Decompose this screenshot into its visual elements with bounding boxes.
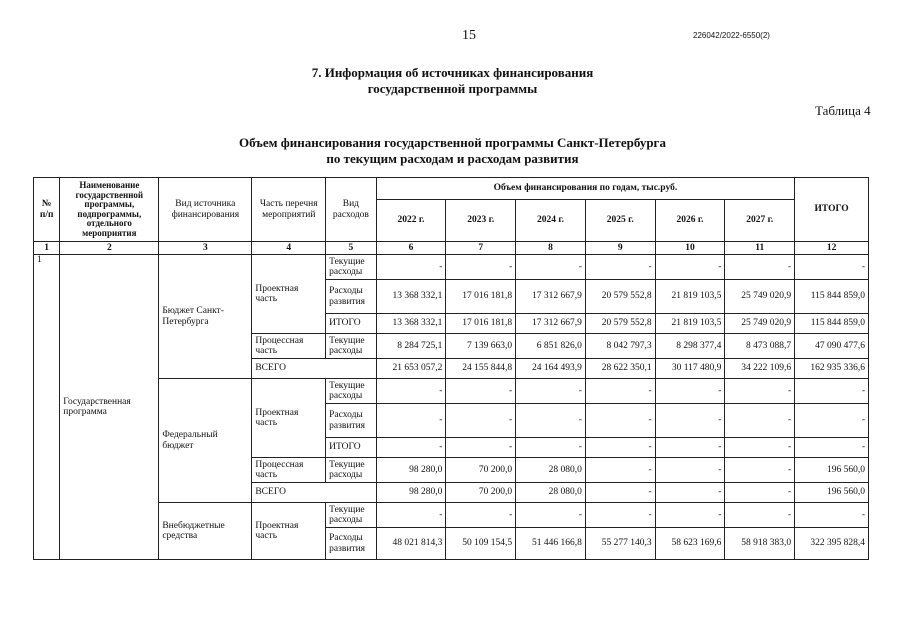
type-current: Текущие расходы xyxy=(326,458,377,483)
table-row xyxy=(34,379,869,404)
value-cell: 21 819 103,5 xyxy=(655,314,725,334)
column-number: 12 xyxy=(795,242,869,255)
type-dev: Расходы развития xyxy=(326,280,377,314)
value-cell: 21 653 057,2 xyxy=(376,359,446,379)
value-cell: - xyxy=(585,404,655,438)
value-cell: 196 560,0 xyxy=(795,483,869,503)
value-cell: - xyxy=(446,404,516,438)
value-cell: - xyxy=(725,458,795,483)
value-cell: - xyxy=(585,379,655,404)
column-number: 9 xyxy=(585,242,655,255)
value-cell: - xyxy=(585,438,655,458)
value-cell: - xyxy=(655,404,725,438)
value-cell: - xyxy=(446,255,516,280)
value-cell: 50 109 154,5 xyxy=(446,528,516,560)
header-year: 2026 г. xyxy=(655,200,725,242)
value-cell: 115 844 859,0 xyxy=(795,280,869,314)
column-numbers-row xyxy=(34,242,869,255)
value-cell: 70 200,0 xyxy=(446,483,516,503)
value-cell: - xyxy=(725,503,795,528)
program-name: Государственная программа xyxy=(60,255,159,560)
header-source: Вид источника финансирования xyxy=(159,178,252,242)
value-cell: 6 851 826,0 xyxy=(516,334,586,359)
value-cell: - xyxy=(376,404,446,438)
header-year: 2025 г. xyxy=(585,200,655,242)
value-cell: - xyxy=(725,404,795,438)
value-cell: 28 622 350,1 xyxy=(585,359,655,379)
value-cell: - xyxy=(795,503,869,528)
value-cell: - xyxy=(655,483,725,503)
part-process: Процессная часть xyxy=(252,334,326,359)
column-number: 7 xyxy=(446,242,516,255)
header-no: № п/п xyxy=(34,178,60,242)
value-cell: - xyxy=(655,255,725,280)
header-part: Часть перечня мероприятий xyxy=(252,178,326,242)
value-cell: 8 473 088,7 xyxy=(725,334,795,359)
value-cell: - xyxy=(446,503,516,528)
column-number: 2 xyxy=(60,242,159,255)
type-itogo: ИТОГО xyxy=(326,438,377,458)
value-cell: - xyxy=(376,255,446,280)
value-cell: - xyxy=(725,483,795,503)
value-cell: 98 280,0 xyxy=(376,458,446,483)
value-cell: 58 918 383,0 xyxy=(725,528,795,560)
value-cell: - xyxy=(516,404,586,438)
type-dev: Расходы развития xyxy=(326,404,377,438)
value-cell: 8 042 797,3 xyxy=(585,334,655,359)
value-cell: 58 623 169,6 xyxy=(655,528,725,560)
value-cell: - xyxy=(795,404,869,438)
column-number: 10 xyxy=(655,242,725,255)
source-spb-budget: Бюджет Санкт-Петербурга xyxy=(159,255,252,379)
source-extra-budget: Внебюджетные средства xyxy=(159,503,252,560)
value-cell: - xyxy=(376,503,446,528)
table-title: Объем финансирования государственной программы Санкт-Петербурга по текущим расходам и расходам развития xyxy=(239,135,666,166)
column-number: 11 xyxy=(725,242,795,255)
type-current: Текущие расходы xyxy=(326,379,377,404)
value-cell: 28 080,0 xyxy=(516,458,586,483)
value-cell: 7 139 663,0 xyxy=(446,334,516,359)
value-cell: 17 016 181,8 xyxy=(446,314,516,334)
value-cell: - xyxy=(585,458,655,483)
part-vsego: ВСЕГО xyxy=(252,483,376,503)
value-cell: 30 117 480,9 xyxy=(655,359,725,379)
value-cell: - xyxy=(446,438,516,458)
type-current: Текущие расходы xyxy=(326,255,377,280)
value-cell: 51 446 166,8 xyxy=(516,528,586,560)
part-vsego: ВСЕГО xyxy=(252,359,376,379)
value-cell: 13 368 332,1 xyxy=(376,280,446,314)
value-cell: 8 284 725,1 xyxy=(376,334,446,359)
value-cell: - xyxy=(795,379,869,404)
value-cell: - xyxy=(585,255,655,280)
value-cell: - xyxy=(795,438,869,458)
column-number: 6 xyxy=(376,242,446,255)
value-cell: 25 749 020,9 xyxy=(725,280,795,314)
value-cell: - xyxy=(516,379,586,404)
value-cell: - xyxy=(516,438,586,458)
header-year: 2023 г. xyxy=(446,200,516,242)
value-cell: 28 080,0 xyxy=(516,483,586,503)
header-volume: Объем финансирования по годам, тыс.руб. xyxy=(376,178,795,200)
value-cell: 322 395 828,4 xyxy=(795,528,869,560)
value-cell: - xyxy=(725,255,795,280)
part-project: Проектная часть xyxy=(252,503,326,560)
part-project: Проектная часть xyxy=(252,379,326,458)
row-number: 1 xyxy=(34,255,60,560)
value-cell: - xyxy=(725,438,795,458)
table-row xyxy=(34,255,869,280)
column-number: 5 xyxy=(326,242,377,255)
value-cell: - xyxy=(725,379,795,404)
header-type: Вид расходов xyxy=(326,178,377,242)
type-itogo: ИТОГО xyxy=(326,314,377,334)
type-current: Текущие расходы xyxy=(326,503,377,528)
header-total: ИТОГО xyxy=(795,178,869,242)
value-cell: - xyxy=(655,438,725,458)
column-number: 3 xyxy=(159,242,252,255)
value-cell: - xyxy=(655,458,725,483)
value-cell: - xyxy=(585,503,655,528)
header-year: 2027 г. xyxy=(725,200,795,242)
value-cell: - xyxy=(446,379,516,404)
value-cell: 48 021 814,3 xyxy=(376,528,446,560)
value-cell: 20 579 552,8 xyxy=(585,280,655,314)
value-cell: 13 368 332,1 xyxy=(376,314,446,334)
value-cell: - xyxy=(795,255,869,280)
value-cell: - xyxy=(376,438,446,458)
header-year: 2022 г. xyxy=(376,200,446,242)
value-cell: - xyxy=(516,503,586,528)
value-cell: 98 280,0 xyxy=(376,483,446,503)
value-cell: - xyxy=(655,379,725,404)
value-cell: - xyxy=(655,503,725,528)
value-cell: 115 844 859,0 xyxy=(795,314,869,334)
part-process: Процессная часть xyxy=(252,458,326,483)
value-cell: 21 819 103,5 xyxy=(655,280,725,314)
part-project: Проектная часть xyxy=(252,255,326,334)
value-cell: 8 298 377,4 xyxy=(655,334,725,359)
document-id: 226042/2022-6550(2) xyxy=(693,31,770,40)
header-year: 2024 г. xyxy=(516,200,586,242)
value-cell: 17 312 667,9 xyxy=(516,314,586,334)
value-cell: 25 749 020,9 xyxy=(725,314,795,334)
table-row xyxy=(34,503,869,528)
page-number: 15 xyxy=(462,28,476,43)
column-number: 4 xyxy=(252,242,326,255)
value-cell: 17 016 181,8 xyxy=(446,280,516,314)
value-cell: 34 222 109,6 xyxy=(725,359,795,379)
column-number: 1 xyxy=(34,242,60,255)
table-label: Таблица 4 xyxy=(815,103,871,118)
value-cell: 70 200,0 xyxy=(446,458,516,483)
section-title: 7. Информация об источниках финансирования государственной программы xyxy=(311,65,594,96)
value-cell: - xyxy=(585,483,655,503)
value-cell: 47 090 477,6 xyxy=(795,334,869,359)
value-cell: 24 164 493,9 xyxy=(516,359,586,379)
type-current: Текущие расходы xyxy=(326,334,377,359)
value-cell: 196 560,0 xyxy=(795,458,869,483)
value-cell: 20 579 552,8 xyxy=(585,314,655,334)
value-cell: 162 935 336,6 xyxy=(795,359,869,379)
value-cell: - xyxy=(376,379,446,404)
value-cell: 24 155 844,8 xyxy=(446,359,516,379)
type-dev: Расходы развития xyxy=(326,528,377,560)
value-cell: 17 312 667,9 xyxy=(516,280,586,314)
column-number: 8 xyxy=(516,242,586,255)
value-cell: 55 277 140,3 xyxy=(585,528,655,560)
header-name: Наименование государственной программы, подпрограммы, отдельного мероприятия xyxy=(60,178,159,242)
value-cell: - xyxy=(516,255,586,280)
financing-table xyxy=(33,177,869,560)
source-federal-budget: Федеральный бюджет xyxy=(159,379,252,503)
